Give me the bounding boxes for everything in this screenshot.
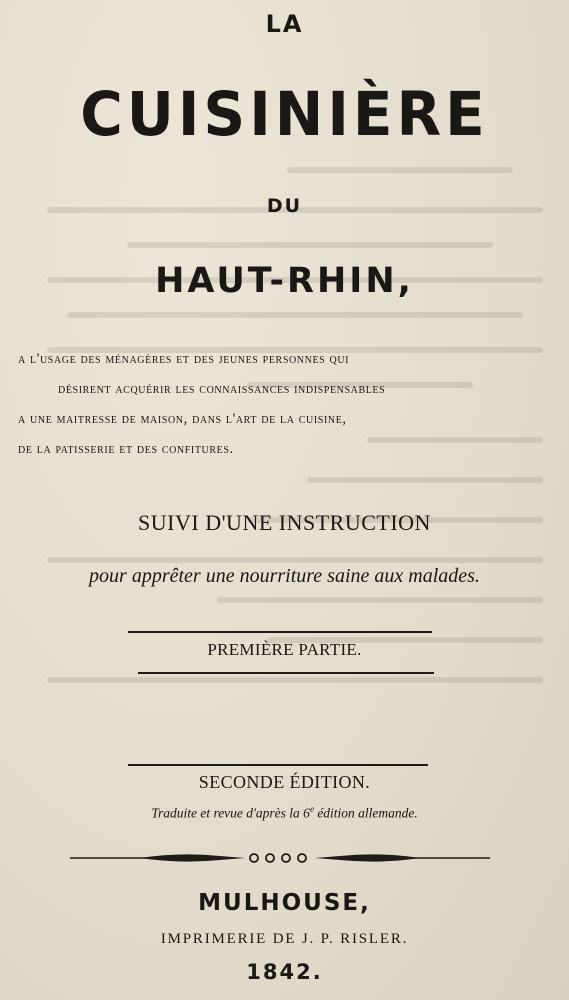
rule-top-part — [128, 631, 432, 633]
description-block — [18, 344, 558, 464]
description-line: désirent acquérir les connaissances indispensables — [58, 381, 386, 397]
translation-note-superscript: e — [309, 804, 314, 814]
edition-label: SECONDE ÉDITION. — [198, 772, 371, 792]
rule-bottom-part — [138, 672, 434, 674]
imprint-printer: IMPRIMERIE DE J. P. RISLER. — [160, 931, 409, 947]
imprint-year: 1842. — [246, 960, 323, 984]
translation-note-text: Traduite et revue d'après la 6 — [151, 805, 310, 821]
subtitle-italic: pour apprêter une nourriture saine aux malades. — [89, 565, 480, 587]
title-article: LA — [265, 10, 304, 38]
page-title: CUISINIÈRE — [80, 78, 489, 150]
translation-note — [0, 804, 569, 822]
translation-note-text-end: édition allemande. — [313, 805, 418, 821]
ornamental-rule-icon — [70, 849, 490, 867]
imprint-city: MULHOUSE, — [198, 890, 371, 916]
title-place: HAUT-RHIN, — [155, 261, 414, 301]
description-line: de la patisserie et des confitures. — [18, 441, 234, 457]
description-line: a une maitresse de maison, dans l'art de la cuisine, — [18, 411, 347, 427]
description-line: a l'usage des ménagères et des jeunes personnes qui — [18, 351, 350, 367]
subtitle: SUIVI D'UNE INSTRUCTION — [138, 510, 431, 535]
title-connector: DU — [266, 195, 303, 217]
part-label: PREMIÈRE PARTIE. — [207, 640, 362, 659]
rule-edition — [128, 764, 428, 766]
